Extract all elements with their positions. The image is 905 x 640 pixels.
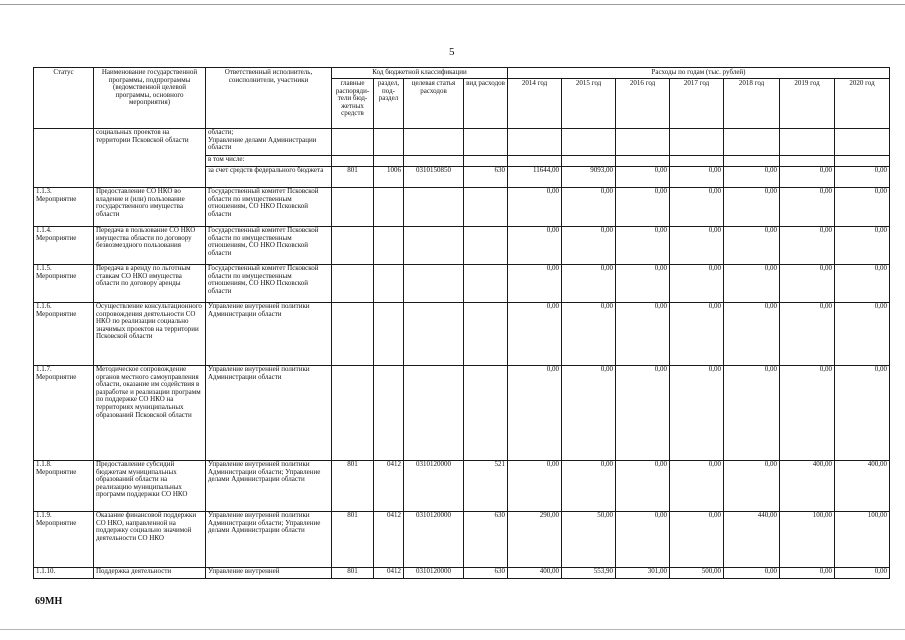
cell-status: 1.1.6. Мероприятие: [34, 303, 94, 366]
cell-value: 0,00: [780, 188, 835, 227]
cell-status: 1.1.3. Мероприятие: [34, 188, 94, 227]
header-name: Наименование государственной программы, подпрограммы (ведомственной целевой программы, основного мероприятия): [94, 68, 206, 129]
cell-kind: [464, 303, 508, 366]
cell-grbs: [332, 265, 374, 303]
cell-responsible: Государственный комитет Псковской области по имущественным отношениям, СО НКО Псковской области: [206, 188, 332, 227]
cell-section: [374, 227, 404, 265]
header-target: целевая статья расходов: [404, 79, 464, 129]
cell-including: в том числе:: [206, 156, 332, 167]
cell-value-2019: 0,00: [780, 167, 835, 188]
cell-value: 0,00: [670, 265, 724, 303]
cell-value: 0,00: [835, 366, 890, 461]
cell-value: 301,00: [616, 568, 670, 579]
cell-value: 440,00: [724, 512, 780, 568]
cell-value: 0,00: [724, 265, 780, 303]
cell-value: 400,00: [835, 461, 890, 512]
table-row: [34, 568, 890, 579]
cell-section: [374, 366, 404, 461]
header-year-2020: 2020 год: [835, 79, 890, 129]
table-row: [34, 512, 890, 568]
cell-grbs: 801: [332, 568, 374, 579]
cell-section: [374, 265, 404, 303]
cell-section: 0412: [374, 461, 404, 512]
cell-grbs: 801: [332, 512, 374, 568]
cell-name: Передача в пользование СО НКО имущества области по договору безвозмездного пользования: [94, 227, 206, 265]
cell-value: 0,00: [562, 265, 616, 303]
cell-responsible: Государственный комитет Псковской области по имущественным отношениям, СО НКО Псковской области: [206, 227, 332, 265]
cell-responsible: Управление внутренней политики Администрации области; Управление делами Администрации области: [206, 461, 332, 512]
cell-status: 1.1.5. Мероприятие: [34, 265, 94, 303]
cell-value: 0,00: [616, 265, 670, 303]
cell-kind: [464, 366, 508, 461]
cell-value: 0,00: [835, 303, 890, 366]
cell-value: 0,00: [724, 568, 780, 579]
cell-kind: [464, 265, 508, 303]
footer-code: 69МН: [35, 596, 63, 607]
cell-responsible: Управление внутренней: [206, 568, 332, 579]
cell-section: [374, 188, 404, 227]
cell-value: 0,00: [670, 512, 724, 568]
cell-value: 0,00: [670, 461, 724, 512]
header-year-2015: 2015 год: [562, 79, 616, 129]
cell-value: 0,00: [562, 227, 616, 265]
table-row: [34, 265, 890, 303]
cell-value-2020: 0,00: [835, 167, 890, 188]
cell-kind: 630: [464, 568, 508, 579]
cell-value: 0,00: [670, 366, 724, 461]
header-year-2018: 2018 год: [724, 79, 780, 129]
cell-value: 100,00: [780, 512, 835, 568]
header-status: Статус: [34, 68, 94, 129]
cell-kind: 630: [464, 167, 508, 188]
cell-value: 0,00: [780, 303, 835, 366]
cell-name: Предоставление СО НКО во владение и (или) пользование государственного имущества области: [94, 188, 206, 227]
cell-section: 1006: [374, 167, 404, 188]
cell-grbs: [332, 303, 374, 366]
table-row-continuation: [34, 129, 890, 156]
cell-section: [374, 303, 404, 366]
cell-target: [404, 366, 464, 461]
cell-value: 0,00: [562, 303, 616, 366]
cell-value: 0,00: [616, 227, 670, 265]
cell-value: 0,00: [670, 188, 724, 227]
cell-section: 0412: [374, 512, 404, 568]
cell-value-2018: 0,00: [724, 167, 780, 188]
cell-target: 0310120000: [404, 512, 464, 568]
cell-target: [404, 188, 464, 227]
cell-value: 0,00: [835, 568, 890, 579]
cell-value: 0,00: [835, 188, 890, 227]
table-row: [34, 227, 890, 265]
cell-status: 1.1.8. Мероприятие: [34, 461, 94, 512]
cell-value: 0,00: [780, 366, 835, 461]
header-row-1: [34, 68, 890, 79]
cell-responsible: Управление внутренней политики Администрации области: [206, 303, 332, 366]
cell-value: 0,00: [508, 461, 562, 512]
cell-status: 1.1.4. Мероприятие: [34, 227, 94, 265]
cell-value: 0,00: [508, 188, 562, 227]
cell-value: 100,00: [835, 512, 890, 568]
cell-value: 0,00: [780, 568, 835, 579]
cell-name: Передача в аренду по льготным ставкам СО НКО имущества области по договору аренды: [94, 265, 206, 303]
cell-value-2015: 9093,00: [562, 167, 616, 188]
cell-value: 0,00: [780, 265, 835, 303]
cell-name: Осуществление консультационного сопровождения деятельности СО НКО по реализации социально значимых проектов на территории Псковской области: [94, 303, 206, 366]
cell-name: Предоставление субсидий бюджетам муниципальных образований области на реализацию муниципальных программ поддержки СО НКО: [94, 461, 206, 512]
cell-value: 0,00: [780, 227, 835, 265]
cell-value: 0,00: [724, 461, 780, 512]
cell-value: 0,00: [724, 227, 780, 265]
responsible-line: Управление делами Администрации области: [208, 135, 317, 152]
cell-value: 0,00: [508, 227, 562, 265]
header-grbs: главные распоряди-тели бюд-жетных средств: [332, 79, 374, 129]
cell-value-2016: 0,00: [616, 167, 670, 188]
header-responsible: Ответственный исполнитель, соисполнители, участники: [206, 68, 332, 129]
header-budget-code: Код бюджетной классификации: [332, 68, 508, 79]
cell-name: социальных проектов на территории Псковской области: [94, 129, 206, 188]
cell-responsible: Управление внутренней политики Администрации области; Управление делами Администрации области: [206, 512, 332, 568]
cell-value: 400,00: [508, 568, 562, 579]
cell-value: 50,00: [562, 512, 616, 568]
cell-grbs: [332, 366, 374, 461]
expenses-table: [33, 67, 890, 579]
header-section: раздел, под-раздел: [374, 79, 404, 129]
cell-value: 0,00: [508, 303, 562, 366]
cell-grbs: 801: [332, 461, 374, 512]
cell-value: 0,00: [835, 227, 890, 265]
cell-value: 0,00: [724, 303, 780, 366]
cell-value: 0,00: [670, 227, 724, 265]
header-kind: вид расходов: [464, 79, 508, 129]
cell-value: 0,00: [562, 366, 616, 461]
cell-section: 0412: [374, 568, 404, 579]
cell-target: [404, 303, 464, 366]
cell-federal-source: за счет средств федерального бюджета: [206, 167, 332, 188]
cell-value: 0,00: [562, 188, 616, 227]
cell-kind: 630: [464, 512, 508, 568]
cell-value: 0,00: [616, 188, 670, 227]
cell-value: 0,00: [835, 265, 890, 303]
cell-kind: 521: [464, 461, 508, 512]
header-year-2017: 2017 год: [670, 79, 724, 129]
cell-value: 0,00: [724, 366, 780, 461]
cell-kind: [464, 227, 508, 265]
cell-kind: [464, 188, 508, 227]
cell-name: Поддержка деятельности: [94, 568, 206, 579]
table-row: [34, 461, 890, 512]
cell-target: [404, 265, 464, 303]
bottom-edge-line: [0, 629, 905, 630]
cell-status: 1.1.9. Мероприятие: [34, 512, 94, 568]
cell-value: 0,00: [616, 366, 670, 461]
cell-responsible: [206, 129, 332, 156]
cell-name: Методическое сопровождение органов местного самоуправления области, оказание им содействия в разработке и реализации программ по поддержке СО НКО на территориях муниципальных образований Псковской области: [94, 366, 206, 461]
cell-value: 0,00: [508, 366, 562, 461]
cell-value: 400,00: [780, 461, 835, 512]
cell-target: [404, 227, 464, 265]
cell-responsible: Управление внутренней политики Администрации области: [206, 366, 332, 461]
table-row: [34, 303, 890, 366]
measures-body: [34, 188, 890, 579]
header-expenses: Расходы по годам (тыс. рублей): [508, 68, 890, 79]
cell-value: 0,00: [670, 303, 724, 366]
cell-grbs: [332, 227, 374, 265]
cell-grbs: 801: [332, 167, 374, 188]
cell-status: 1.1.10.: [34, 568, 94, 579]
cell-status: [34, 129, 94, 188]
cell-target: 0310120000: [404, 461, 464, 512]
table-row: [34, 366, 890, 461]
table-row: [34, 188, 890, 227]
cell-status: 1.1.7. Мероприятие: [34, 366, 94, 461]
header-year-2019: 2019 год: [780, 79, 835, 129]
top-edge-line: [0, 4, 905, 5]
cell-value: 0,00: [616, 303, 670, 366]
cell-value: 0,00: [616, 512, 670, 568]
responsible-line: области;: [208, 128, 234, 136]
cell-value: 290,00: [508, 512, 562, 568]
cell-target: 0310120000: [404, 568, 464, 579]
page-number: 5: [449, 46, 455, 58]
cell-value: 500,00: [670, 568, 724, 579]
cell-value-2014: 11644,00: [508, 167, 562, 188]
cell-value-2017: 0,00: [670, 167, 724, 188]
cell-name: Оказание финансовой поддержки СО НКО, направленной на поддержку социально значимой деятельности СО НКО: [94, 512, 206, 568]
cell-value: 0,00: [724, 188, 780, 227]
cell-value: 0,00: [508, 265, 562, 303]
cell-value: 0,00: [562, 461, 616, 512]
cell-value: 553,90: [562, 568, 616, 579]
cell-responsible: Государственный комитет Псковской области по имущественным отношениям, СО НКО Псковской области: [206, 265, 332, 303]
cell-grbs: [332, 188, 374, 227]
header-year-2016: 2016 год: [616, 79, 670, 129]
cell-target: 0310150850: [404, 167, 464, 188]
header-year-2014: 2014 год: [508, 79, 562, 129]
cell-value: 0,00: [616, 461, 670, 512]
